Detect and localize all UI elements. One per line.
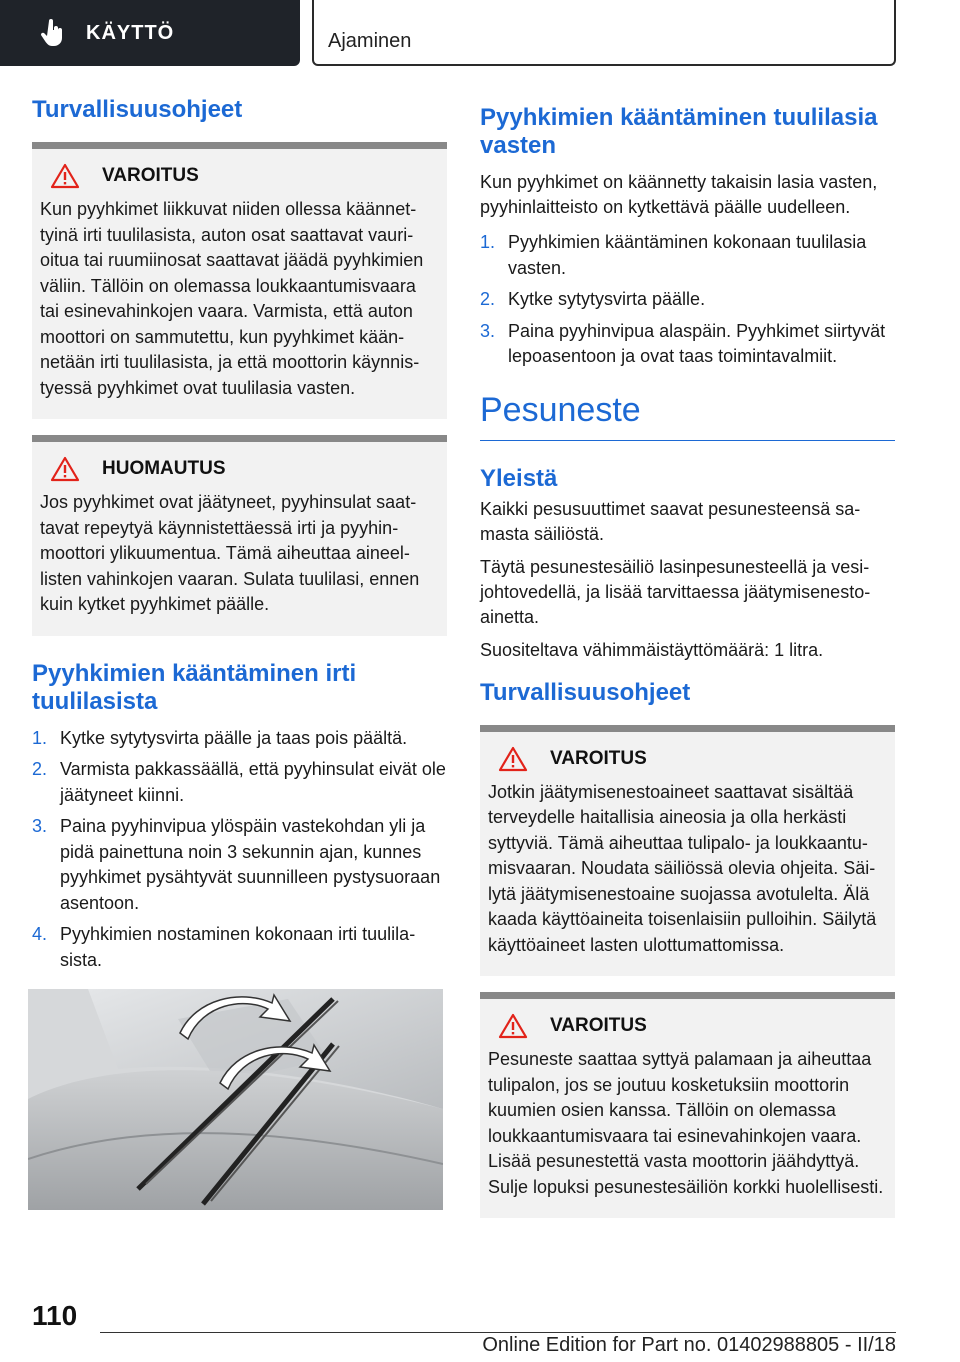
hand-pointer-icon [40, 19, 64, 47]
warning-body: Pesuneste saattaa syttyä palamaan ja aiheuttaa tulipalon, jos se joutuu kosketuksiin moottorin kuumien osien kanssa. Tällöin on olemassa loukkaantumisvaara tai esinevahinkojen vaara. Lisää pesunestettä vasta moottorin jäähdyttyä. Sulje lopuksi pesunestesäiliön korkki huolellisesti. [488, 1049, 884, 1197]
list-item: 3. Paina pyyhinvipua ylöspäin vastekohdan yli ja pidä painettuna noin 3 sekunnin ajan, kunnes pyyhkimet pysähtyvät suunnilleen pystysuoraan asentoon. [32, 816, 441, 913]
general-paragraph-2: Täytä pesunestesäiliö lasinpesunesteellä ja vesijohtovedellä, ja lisää tarvittaessa jäätymisenestoainetta. [480, 556, 871, 627]
warning-title: VAROITUS [102, 165, 199, 186]
footer-edition: Online Edition for Part no. 01402988805 - II/18 [482, 1334, 896, 1356]
warning-body: Kun pyyhkimet liikkuvat niiden ollessa käännettyinä irti tuulilasista, auton osat saattavat vaurioitua tai ruumiinosat saattavat jäädä pyyhkimien väliin. Tällöin on olemassa loukkaantumisvaara tai esinevahinkojen vaara. Varmista, että auton moottori on sammutettu, kun pyyhkimet käännetään irti tuulilasista, ja että moottorin käynnistyessä pyyhkimet ovat tuulilasia vasten. [40, 199, 424, 398]
left-column [32, 96, 447, 979]
chapter-rule [480, 440, 895, 441]
list-item: 2. Varmista pakkassäällä, että pyyhinsulat eivät ole jäätyneet kiinni. [32, 759, 446, 805]
notice-title: HUOMAUTUS [102, 458, 226, 479]
general-heading: Yleistä [480, 464, 558, 492]
section-label: KÄYTTÖ [86, 21, 175, 44]
warning-triangle-icon [50, 163, 80, 189]
fold-back-heading: Pyyhkimien kääntäminen tuulilasia vasten [480, 104, 878, 159]
list-item: 4. Pyyhkimien nostaminen kokonaan irti tuulilasista. [32, 924, 416, 970]
footer-rule [100, 1332, 896, 1333]
warning-body: Jotkin jäätymisenestoaineet saattavat sisältää terveydelle haitallisia aineosia ja olla herkästi syttyviä. Tämä aiheuttaa tulipalo- ja loukkaantumisvaaran. Noudata säiliössä olevia ohjeita. Säilytä jäätymisenestoaine suojassa avotulelta. Älä kaada käyttöaineita toisenlaisiin pulloihin. Säilytä käyttöaineet lasten ulottumattomissa. [488, 781, 877, 955]
warning-triangle-icon [498, 746, 528, 772]
notice-body: Jos pyyhkimet ovat jäätyneet, pyyhinsulat saattavat repeytyä käynnistettäessä irti ja pyyhinmoottori ylikuumentua. Tämä aiheuttaa aineellisten vahinkojen vaaran. Sulata tuulilasi, ennen kuin kytket pyyhkimet päälle. [40, 492, 420, 614]
warning-title-row [40, 163, 439, 189]
warning-box-3 [480, 992, 895, 1218]
warning-title-row [488, 1013, 887, 1039]
safety-heading-left: Turvallisuusohjeet [32, 96, 243, 123]
section-tab [0, 0, 300, 66]
fold-back-intro: Kun pyyhkimet on käännetty takaisin lasia vasten, pyyhinlaitteisto on kytkettävä päälle uudelleen. [480, 172, 878, 217]
chapter-title-washer-fluid: Pesuneste [480, 390, 641, 429]
general-paragraph-1: Kaikki pesusuuttimet saavat pesunesteensä samasta säiliöstä. [480, 498, 861, 544]
warning-triangle-icon [498, 1013, 528, 1039]
warning-box-2 [480, 725, 895, 977]
fold-away-heading: Pyyhkimien kääntäminen irti tuulilasista [32, 659, 357, 715]
general-paragraph-3: Suositeltava vähimmäistäyttömäärä: 1 litra. [480, 639, 824, 660]
safety-heading-right: Turvallisuusohjeet [480, 678, 691, 706]
warning-triangle-icon [50, 456, 80, 482]
warning-title: VAROITUS [550, 1015, 647, 1036]
list-item: 1. Kytke sytytysvirta päälle ja taas pois päältä. [32, 727, 408, 748]
page-number: 110 [32, 1300, 78, 1331]
list-item: 1. Pyyhkimien kääntäminen kokonaan tuulilasia vasten. [480, 232, 867, 278]
fold-away-steps [32, 726, 447, 974]
wiper-illustration [28, 989, 443, 1210]
notice-box-1 [32, 435, 447, 636]
chapter-header [312, 0, 896, 66]
fold-back-steps [480, 230, 895, 370]
warning-box-1 [32, 142, 447, 419]
list-item: 3. Paina pyyhinvipua alaspäin. Pyyhkimet siirtyvät lepoasentoon ja ovat taas toimintavalmiit. [480, 320, 886, 366]
right-column [480, 96, 895, 1218]
list-item: 2. Kytke sytytysvirta päälle. [480, 289, 706, 309]
notice-title-row [40, 456, 439, 482]
chapter-label: Ajaminen [328, 30, 412, 52]
warning-title: VAROITUS [550, 747, 647, 769]
warning-title-row [488, 746, 887, 772]
